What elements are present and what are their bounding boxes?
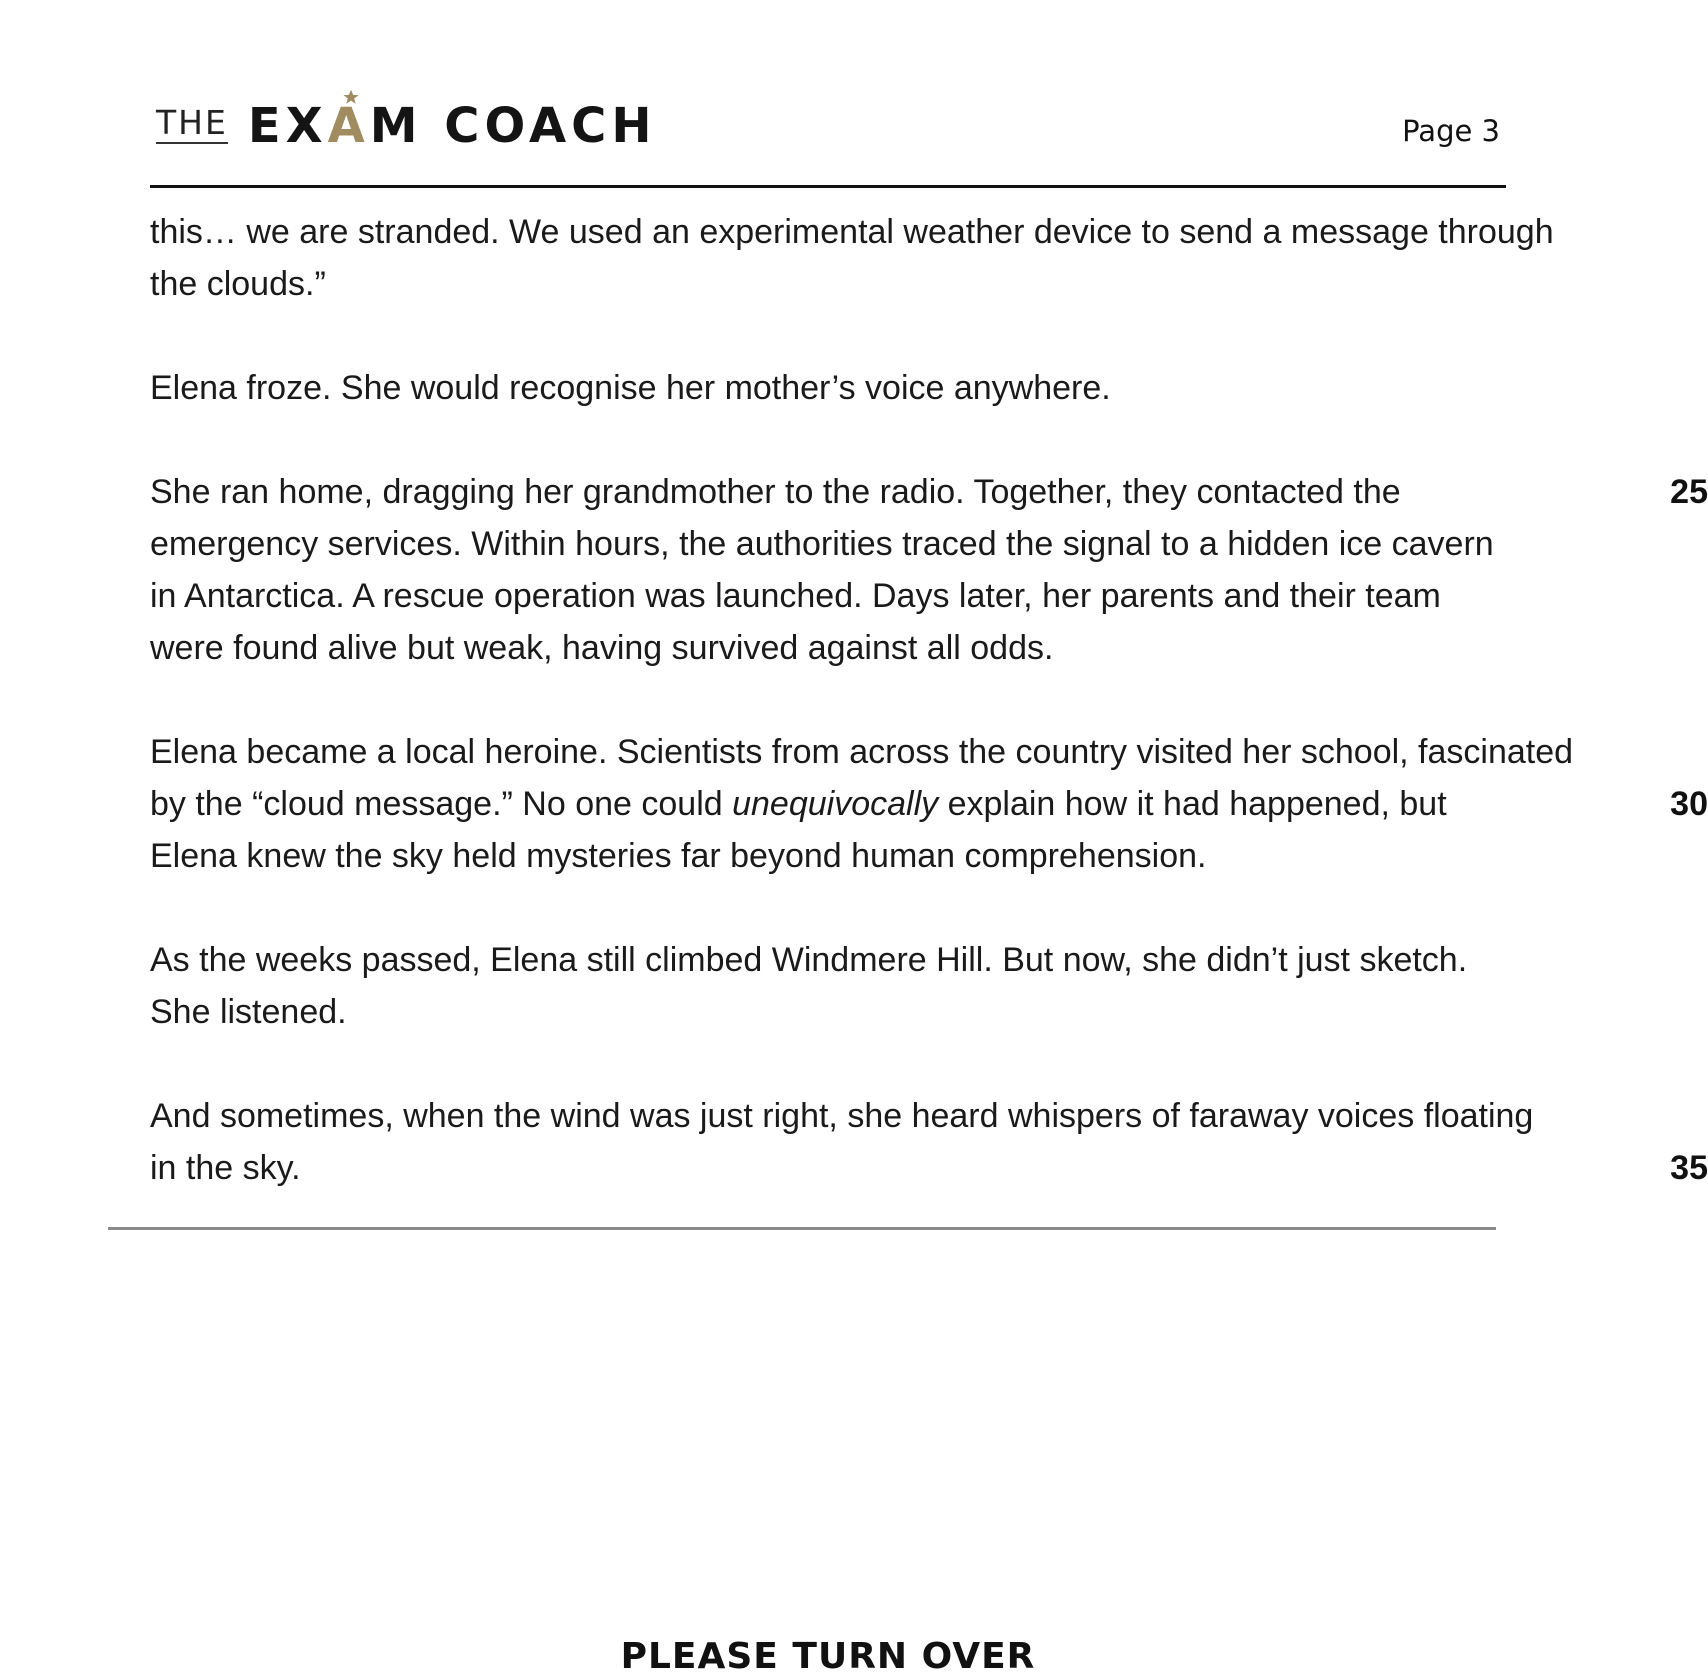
line-text: She listened. [150, 993, 347, 1031]
paragraph [150, 934, 1570, 1038]
star-icon [343, 89, 359, 105]
line-text: Elena froze. She would recognise her mother’s voice anywhere. [150, 369, 1111, 407]
line-number: 30 [1670, 785, 1708, 823]
passage-line [150, 830, 1570, 882]
line-text: Elena knew the sky held mysteries far beyond human comprehension. [150, 837, 1207, 875]
passage-line [150, 518, 1570, 570]
passage-line [150, 778, 1708, 830]
logo-the: THE [156, 103, 228, 142]
paragraph [150, 726, 1708, 882]
passage-line [150, 622, 1570, 674]
paragraph [150, 1090, 1708, 1194]
passage-line [150, 1142, 1708, 1194]
line-number: 35 [1670, 1149, 1708, 1187]
paragraph [150, 206, 1570, 310]
line-text: this… we are stranded. We used an experimental weather device to send a message through [150, 213, 1554, 251]
line-text: in the sky. [150, 1149, 301, 1187]
line-text: by the “cloud message.” No one could [150, 785, 733, 823]
passage-line [150, 934, 1570, 986]
passage-line [150, 1090, 1570, 1142]
page-header [150, 96, 1500, 156]
line-text: were found alive but weak, having survived against all odds. [150, 629, 1054, 667]
paragraph [150, 466, 1708, 674]
line-text: explain how it had happened, but [938, 785, 1447, 823]
line-text: And sometimes, when the wind was just right, she heard whispers of faraway voices floating [150, 1097, 1534, 1135]
passage-line [150, 986, 1570, 1038]
logo-ex: EX [247, 98, 328, 154]
passage-line [150, 362, 1570, 414]
italic-word: unequivocally [732, 785, 939, 823]
passage-line [150, 206, 1570, 258]
please-turn-over: PLEASE TURN OVER [620, 1636, 1036, 1677]
logo-m-coach: M COACH [369, 98, 657, 154]
exam-coach-logo [156, 96, 657, 156]
line-number: 25 [1670, 473, 1708, 511]
passage-end-divider [108, 1227, 1496, 1230]
passage-line [150, 466, 1708, 518]
line-text: emergency services. Within hours, the authorities traced the signal to a hidden ice cavern [150, 525, 1494, 563]
paragraph [150, 362, 1570, 414]
line-text: She ran home, dragging her grandmother to the radio. Together, they contacted the [150, 473, 1401, 511]
logo-gold-a: A [328, 96, 370, 156]
line-text: the clouds.” [150, 265, 326, 303]
passage-line [150, 726, 1574, 778]
passage-line [150, 258, 1570, 310]
line-text: As the weeks passed, Elena still climbed Windmere Hill. But now, she didn’t just sketch. [150, 941, 1468, 979]
header-divider [150, 185, 1506, 188]
passage-line [150, 570, 1570, 622]
line-text: in Antarctica. A rescue operation was launched. Days later, her parents and their team [150, 577, 1441, 615]
page-number: Page 3 [1402, 114, 1500, 148]
passage [150, 206, 1708, 1246]
logo-wordmark [248, 96, 657, 156]
line-text: Elena became a local heroine. Scientists from across the country visited her school, fascinated [150, 733, 1574, 771]
